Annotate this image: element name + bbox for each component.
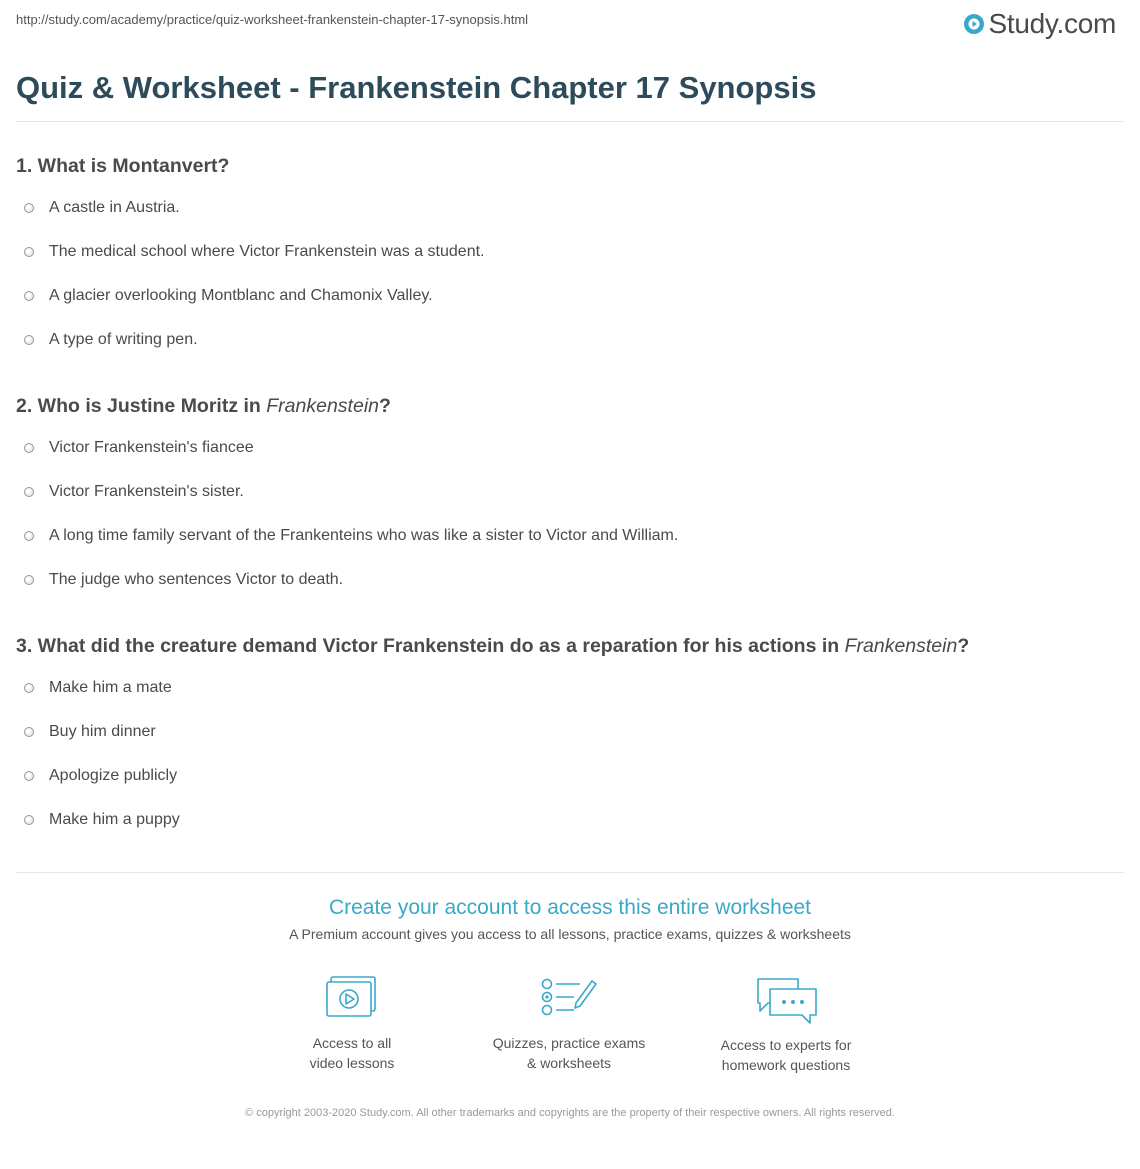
feature-label: Quizzes, practice exams & worksheets: [492, 1035, 646, 1071]
question-text: 3. What did the creature demand Victor Frankenstein do as a reparation for his actions in Frankenstein?: [16, 635, 970, 657]
radio-button[interactable]: [24, 815, 34, 825]
answer-option[interactable]: [24, 527, 678, 545]
radio-button[interactable]: [24, 771, 34, 781]
answer-option[interactable]: [24, 767, 177, 785]
option-label: Apologize publicly: [49, 767, 178, 784]
question-text: 1. What is Montanvert?: [16, 155, 230, 177]
question-3: [16, 635, 1124, 828]
chat-bubbles-icon: [754, 975, 818, 1025]
option-label: Make him a puppy: [49, 811, 180, 828]
page-title: Quiz & Worksheet - Frankenstein Chapter 17 Synopsis: [16, 70, 817, 105]
top-bar: [16, 8, 1116, 42]
answer-option[interactable]: [24, 439, 254, 457]
option-label: A long time family servant of the Frankenteins who was like a sister to Victor and William.: [49, 527, 679, 544]
play-circle-icon: [963, 13, 985, 35]
option-label: The judge who sentences Victor to death.: [49, 571, 344, 588]
radio-button[interactable]: [24, 575, 34, 585]
option-label: A castle in Austria.: [49, 199, 180, 216]
feature-label: Access to experts for homework questions: [720, 1037, 852, 1073]
study-logo[interactable]: [963, 8, 1117, 40]
question-2: [16, 395, 1124, 588]
radio-button[interactable]: [24, 443, 34, 453]
answer-option[interactable]: [24, 483, 244, 501]
answer-option[interactable]: [24, 723, 156, 741]
cta-subheading: A Premium account gives you access to all lessons, practice exams, quizzes & worksheets: [289, 926, 851, 942]
option-label: A type of writing pen.: [49, 331, 198, 348]
radio-button[interactable]: [24, 203, 34, 213]
video-lesson-icon: [325, 975, 379, 1023]
radio-button[interactable]: [24, 531, 34, 541]
feature-quizzes: [469, 975, 669, 1073]
title-divider: [16, 121, 1124, 122]
answer-option[interactable]: [24, 287, 433, 305]
radio-button[interactable]: [24, 683, 34, 693]
logo-text: Study.com: [988, 8, 1116, 39]
option-label: Make him a mate: [49, 679, 172, 696]
option-label: Buy him dinner: [49, 723, 156, 740]
cta-heading[interactable]: Create your account to access this entire worksheet: [328, 896, 812, 919]
feature-experts: [686, 975, 886, 1075]
section-divider: [16, 872, 1124, 873]
radio-button[interactable]: [24, 727, 34, 737]
question-1: [16, 155, 1124, 348]
radio-button[interactable]: [24, 487, 34, 497]
radio-button[interactable]: [24, 335, 34, 345]
answer-option[interactable]: [24, 199, 180, 217]
answer-option[interactable]: [24, 811, 180, 829]
option-label: A glacier overlooking Montblanc and Chamonix Valley.: [49, 287, 433, 304]
question-text: 2. Who is Justine Moritz in Frankenstein?: [16, 395, 391, 417]
page-url: http://study.com/academy/practice/quiz-worksheet-frankenstein-chapter-17-synopsis.html: [16, 12, 529, 27]
answer-option[interactable]: [24, 679, 172, 697]
answer-option[interactable]: [24, 331, 198, 349]
option-label: Victor Frankenstein's fiancee: [49, 439, 254, 456]
option-label: Victor Frankenstein's sister.: [49, 483, 244, 500]
quiz-checklist-icon: [540, 975, 598, 1023]
feature-label: Access to all video lessons: [309, 1035, 395, 1071]
radio-button[interactable]: [24, 291, 34, 301]
feature-video-lessons: [252, 975, 452, 1073]
answer-option[interactable]: [24, 571, 343, 589]
footer-copyright: © copyright 2003-2020 Study.com. All other trademarks and copyrights are the property of their respective owners. All rights reserved.: [245, 1107, 895, 1119]
answer-option[interactable]: [24, 243, 484, 261]
radio-button[interactable]: [24, 247, 34, 257]
option-label: The medical school where Victor Frankenstein was a student.: [49, 243, 485, 260]
